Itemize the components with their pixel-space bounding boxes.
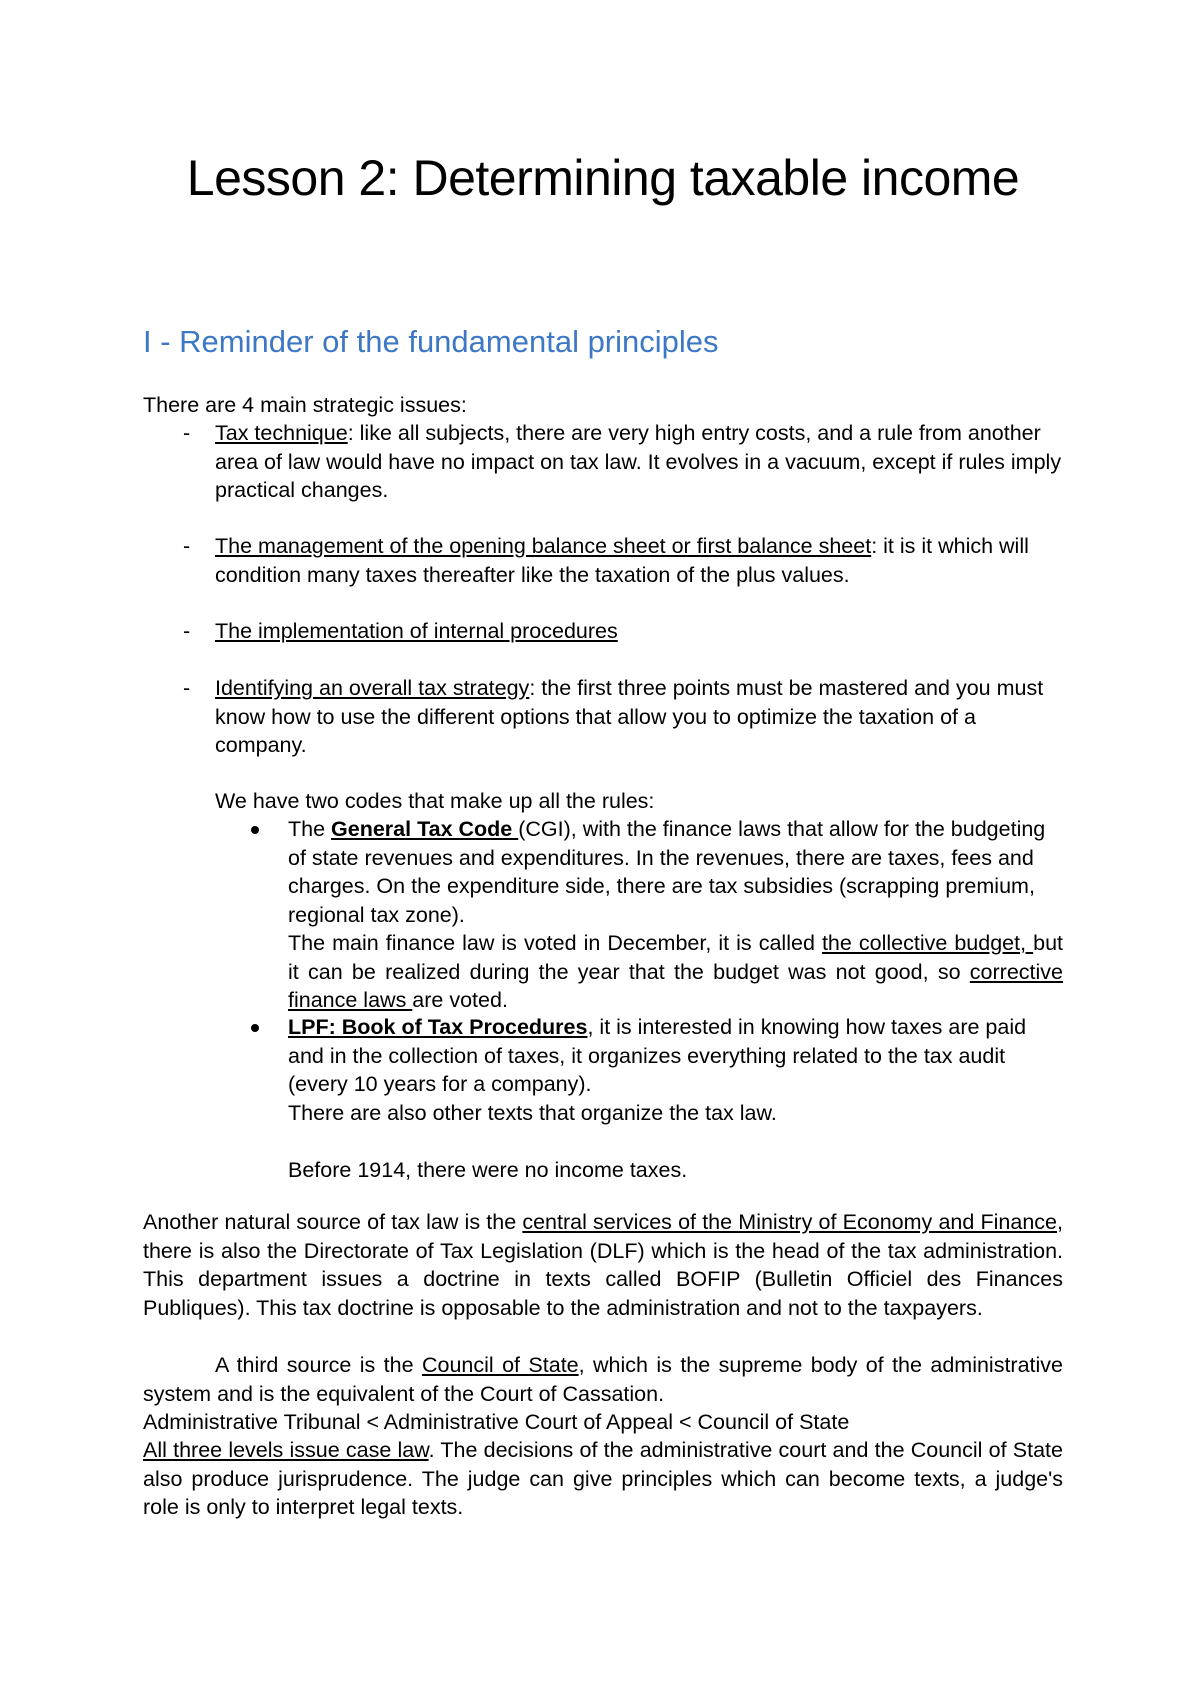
underlined-term: corrective finance laws — [288, 959, 1063, 1012]
code-paragraph: Before 1914, there were no income taxes. — [288, 1157, 688, 1182]
list-item — [143, 815, 1063, 1015]
list-item — [143, 1013, 1063, 1184]
document-title: Lesson 2: Determining taxable income — [186, 150, 1020, 206]
issue-term: The management of the opening balance sheet or first balance sheet — [215, 534, 872, 558]
paragraph-council: A third source is the Council of State, which is the supreme body of the administrative system and is the equivalent of the Court of Cassation. — [143, 1353, 1063, 1406]
issue-term: Identifying an overall tax strategy — [215, 676, 530, 700]
list-item — [143, 617, 1063, 646]
issues-list — [143, 617, 1063, 646]
paragraph-ministry: Another natural source of tax law is the central services of the Ministry of Economy and Finance, there is also the Directorate of Tax Legislation (DLF) which is the head of the tax administration. This department issues a doctrine in texts called BOFIP (Bulletin Officiel des Finances Publiques). This tax doctrine is opposable to the administration and not to the taxpayers. — [143, 1210, 1063, 1320]
issue-term: Tax technique — [215, 421, 348, 445]
dash-marker: - — [183, 619, 191, 643]
code-paragraph: There are also other texts that organize the tax law. — [288, 1100, 777, 1125]
issue-text: : the first three points must be mastered and you must know how to use the different options that allow you to optimize the taxation of a company. — [215, 676, 1044, 757]
list-item — [143, 532, 1063, 589]
codes-list — [143, 815, 1063, 1015]
bullet-icon — [251, 826, 259, 834]
code-paragraph: The General Tax Code (CGI), with the finance laws that allow for the budgeting of state revenues and expenditures. In the revenues, there are taxes, fees and charges. On the expenditure side, there are tax subsidies (scrapping premium, regional tax zone). — [288, 817, 1046, 927]
issues-list — [143, 419, 1063, 505]
list-item — [143, 419, 1063, 505]
list-item — [143, 674, 1063, 760]
issue-text: : it is it which will condition many taxes thereafter like the taxation of the plus values. — [215, 534, 1029, 587]
underlined-term: All three levels issue case law — [143, 1438, 429, 1462]
code-paragraph: The main finance law is voted in December, it is called the collective budget, but it can be realized during the year that the budget was not good, so corrective finance laws are voted. — [288, 931, 1064, 1012]
codes-intro: We have two codes that make up all the rules: — [215, 789, 655, 813]
issue-text: : like all subjects, there are very high entry costs, and a rule from another area of law would have no impact on tax law. It evolves in a vacuum, except if rules imply practical changes. — [215, 421, 1062, 502]
bullet-icon — [251, 1024, 259, 1032]
issue-term: The implementation of internal procedures — [215, 619, 618, 643]
issues-list — [143, 532, 1063, 589]
codes-list — [143, 1013, 1063, 1184]
dash-marker: - — [183, 421, 191, 445]
dash-marker: - — [183, 676, 191, 700]
hierarchy-line: Administrative Tribunal < Administrative Court of Appeal < Council of State — [143, 1410, 850, 1434]
section-heading: I - Reminder of the fundamental principles — [143, 324, 719, 359]
issues-list — [143, 674, 1063, 760]
intro-text: There are 4 main strategic issues: — [143, 393, 467, 417]
code-term: General Tax Code — [331, 817, 519, 841]
underlined-term: Council of State — [421, 1353, 579, 1377]
dash-marker: - — [183, 534, 191, 558]
code-term: LPF: Book of Tax Procedures — [288, 1015, 588, 1039]
underlined-term: the collective budget, — [821, 931, 1034, 955]
underlined-term: central services of the Ministry of Economy and Finance — [522, 1210, 1057, 1234]
paragraph-caselaw: All three levels issue case law. The decisions of the administrative court and the Council of State also produce jurisprudence. The judge can give principles which can become texts, a judge's role is only to interpret legal texts. — [143, 1438, 1063, 1519]
code-paragraph: LPF: Book of Tax Procedures, it is interested in knowing how taxes are paid and in the collection of taxes, it organizes everything related to the tax audit (every 10 years for a company). — [288, 1015, 1027, 1096]
